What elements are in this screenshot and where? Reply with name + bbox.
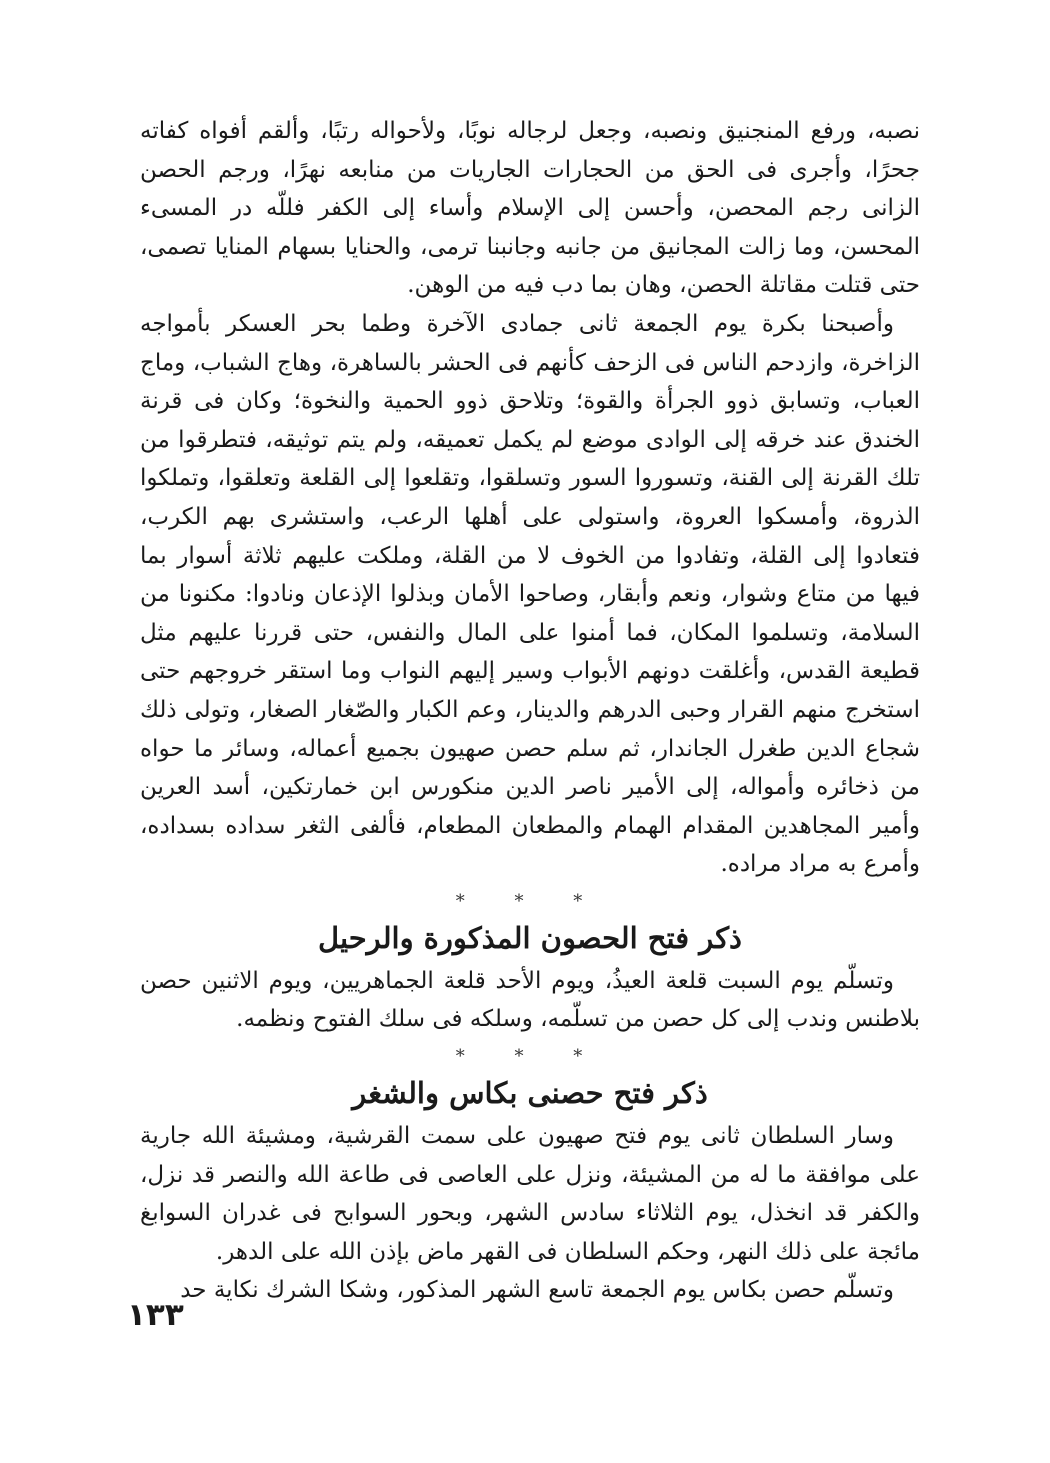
section-heading: ذكر فتح حصنى بكاس والشغر xyxy=(352,1076,708,1111)
paragraph: وتسلّم يوم السبت قلعة العيذُ، ويوم الأحد قلعة الجماهريين، ويوم الاثنين حصن بلاطنس وندب إلى كل حصن من تسلّمه، وسلكه فى سلك الفتوح ونظمه. xyxy=(140,967,920,1033)
paragraph: وسار السلطان ثانى يوم فتح صهيون على سمت القرشية، ومشيئة الله جارية على موافقة ما له من المشيئة، ونزل على العاصى فى طاعة الله والنصر قد نزل، والكفر قد انخذل، يوم الثلاثاء سادس الشهر، وبحور السوابح فى غدران السوابغ مائجة على ذلك النهر، وحكم السلطان فى القهر ماض بإذن الله على الدهر. xyxy=(140,1123,920,1265)
section-separator: * * * xyxy=(455,890,605,912)
section-heading: ذكر فتح الحصون المذكورة والرحيل xyxy=(318,920,742,955)
page-number: ١٣٣ xyxy=(127,1297,184,1333)
book-page-text xyxy=(140,112,920,1310)
paragraph: وأصبحنا بكرة يوم الجمعة ثانى جمادى الآخرة وطما بحر العسكر بأمواجه الزاخرة، وازدحم الناس فى الزحف كأنهم فى الحشر بالساهرة، وهاج الشباب، وماج العباب، وتسابق ذوو الجرأة والقوة؛ وتلاحق ذوو الحمية والنخوة؛ وكان فى قرنة الخندق عند خرقه إلى الوادى موضع لم يكمل تعميقه، ولم يتم توثيقه، فتطرقوا من تلك القرنة إلى القنة، وتسوروا السور وتسلقوا، وتقلعوا إلى القلعة وتعلقوا، وتملكوا الذروة، وأمسكوا العروة، واستولى على أهلها الرعب، واستشرى بهم الكرب، فتعادوا إلى القلة، وتفادوا من الخوف لا من القلة، وملكت عليهم ثلاثة أسوار بما فيها من متاع وشوار، ونعم وأبقار، وصاحوا الأمان وبذلوا الإذعان ونادوا: مكنونا من السلامة، وتسلموا المكان، فما أمنوا على المال والنفس، حتى قررنا عليهم مثل قطيعة القدس، وأغلقت دونهم الأبواب وسير إليهم النواب وما استقر خروجهم حتى استخرج منهم القرار وحبى الدرهم والدينار، وعم الكبار والصّغار الصغار، وتولى ذلك شجاع الدين طغرل الجاندار، ثم سلم حصن صهيون بجميع أعماله، وسائر ما حواه من ذخائره وأمواله، إلى الأمير ناصر الدين منكورس ابن خمارتكين، أسد العرين وأمير المجاهدين المقدام الهمام والمطعان المطعام، فألفى الثغر سداده بسداده، وأمرع به مراد مراده. xyxy=(140,310,920,878)
paragraph: وتسلّم حصن بكاس يوم الجمعة تاسع الشهر المذكور، وشكا الشرك نكاية حد xyxy=(180,1277,894,1304)
paragraph: نصبه، ورفع المنجنيق ونصبه، وجعل لرجاله نوبًا، ولأحواله رتبًا، وألقم أفواه كفاته جحرًا، وأجرى فى الحق من الحجارات الجاريات من منابعه نهرًا، ورجم الحصن الزانى رجم المحصن، وأحسن إلى الإسلام وأساء إلى الكفر فللّه در المسىء المحسن، وما زالت المجانيق من جانبه وجانبنا ترمى، والحنايا بسهام المنايا تصمى، حتى قتلت مقاتلة الحصن، وهان بما دب فيه من الوهن. xyxy=(140,118,920,299)
section-separator: * * * xyxy=(455,1046,605,1068)
